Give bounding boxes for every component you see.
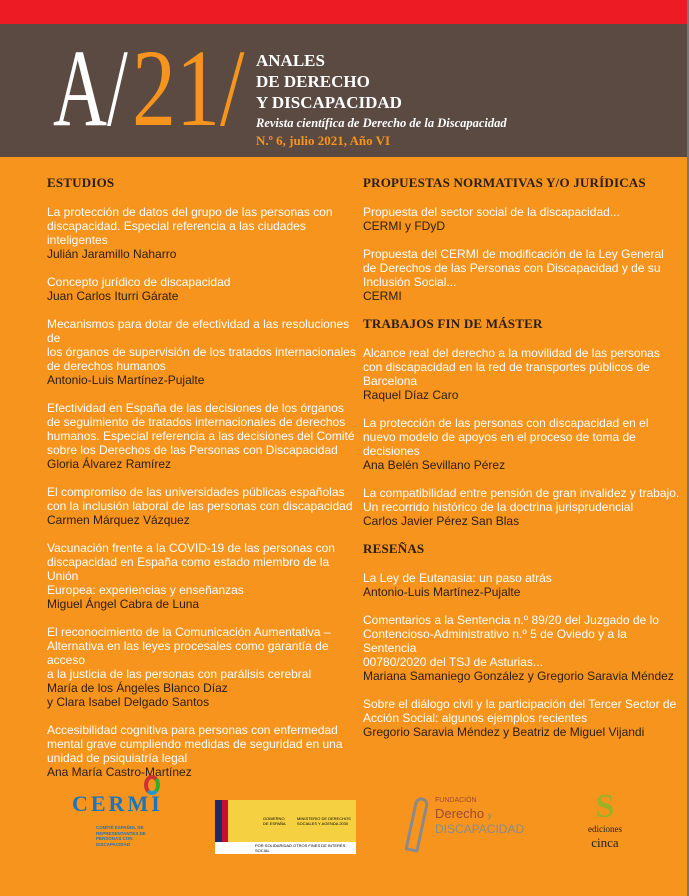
article-author: Ana Belén Sevillano Pérez [363,458,506,472]
section-heading: ESTUDIOS [47,175,115,190]
fundacion-main [435,806,492,823]
issue-info: N.º 6, julio 2021, Año VI [256,133,391,148]
ministerio-text: MINISTERIO DE DERECHOS SOCIALES Y AGENDA 2030 [297,816,351,826]
top-red-band [0,0,689,24]
article-author: CERMI [363,289,402,303]
article-entry[interactable] [363,613,683,683]
left-column [47,176,357,793]
article-entry[interactable] [47,275,357,303]
title-line: Y DISCAPACIDAD [256,93,402,112]
ediciones-text: ediciones [588,824,622,834]
article-title[interactable]: Concepto jurídico de discapacidad [47,275,231,289]
gobierno-text: GOBIERNO DE ESPAÑA [263,816,286,826]
title-line: DE DERECHO [256,72,370,91]
article-title[interactable]: Propuesta del CERMI de modificación de la Ley General de Derechos de las Personas con Discapacidad y de su Inclusión Social... [363,247,664,289]
ribbon-icon [404,796,429,853]
article-title[interactable]: Efectividad en España de las decisiones de los órganos de seguimiento de tratados internacionales de derechos humanos. Especial referencia a las decisiones del Comité sobre los Derechos de las Personas con Discapacidad [47,401,355,457]
article-entry[interactable] [363,346,683,402]
cermi-subtitle: COMITÉ ESPAÑOL DE REPRESENTANTES DE PERSONAS CON DISCAPACIDAD [96,825,146,847]
article-author: Carlos Javier Pérez San Blas [363,514,520,528]
article-entry[interactable] [47,485,357,527]
article-author: Julián Jaramillo Naharro [47,247,177,261]
article-author: Carmen Márquez Vázquez [47,513,190,527]
article-entry[interactable] [47,723,357,779]
article-title[interactable]: Propuesta del sector social de la discapacidad... [363,205,620,219]
article-entry[interactable] [363,571,683,599]
article-author: CERMI y FDyD [363,219,445,233]
derecho-text: Derecho [435,806,485,821]
logo-number: 21/ [132,27,245,149]
article-author: Raquel Díaz Caro [363,388,459,402]
article-entry[interactable] [363,486,683,528]
article-title[interactable]: Sobre el diálogo civil y la participación del Tercer Sector de Acción Social: algunos ejemplos recientes [363,697,677,725]
section-heading: RESEÑAS [363,541,425,556]
article-author: Mariana Samaniego González y Gregorio Saravia Méndez [363,669,674,683]
cinca-logo [585,790,625,850]
article-title[interactable]: La protección de las personas con discapacidad en el nuevo modelo de apoyos en el proceso de toma de decisiones [363,416,649,458]
article-title[interactable]: Comentarios a la Sentencia n.º 89/20 del Juzgado de lo Contencioso-Administrativo n.º 5 de Oviedo y a la Sentencia 00780/2020 del TSJ de Asturias... [363,613,659,669]
solidaridad-text: POR SOLIDARIDAD OTROS FINES DE INTERÉS SOCIAL [215,842,356,854]
article-author: María de los Ángeles Blanco Díaz y Clara Isabel Delgado Santos [47,681,228,709]
article-title[interactable]: Vacunación frente a la COVID-19 de las personas con discapacidad en España como estado miembro de la Unión Europea: experiencias y enseñanzas [47,541,335,597]
article-title[interactable]: Accesibilidad cognitiva para personas con enfermedad mental grave cumpliendo medidas de seguridad en una unidad de psiquiatría legal [47,723,343,765]
article-entry[interactable] [47,317,357,387]
gobierno-logo [215,800,356,854]
y-text: y [487,811,492,820]
fundacion-disc: DISCAPACIDAD [435,822,525,836]
article-title[interactable]: La compatibilidad entre pensión de gran invalidez y trabajo. Un recorrido histórico de la doctrina jurisprudencial [363,486,680,514]
s-mark-icon: S [595,788,615,825]
article-author: Juan Carlos Iturri Gárate [47,289,179,303]
article-title[interactable]: La protección de datos del grupo de las personas con discapacidad. Especial referencia a las ciudades inteligentes [47,205,333,247]
article-author: Miguel Ángel Cabra de Luna [47,597,200,611]
article-entry[interactable] [47,541,357,611]
fundacion-small: FUNDACIÓN [435,797,477,804]
article-title[interactable]: Alcance real del derecho a la movilidad de las personas con discapacidad en la red de transportes públicos de Barcelona [363,346,660,388]
article-author: Antonio-Luis Martínez-Pujalte [363,585,521,599]
article-title[interactable]: Mecanismos para dotar de efectividad a las resoluciones de los órganos de supervisión de los tratados internacionales de derechos humanos [47,317,356,373]
section-heading: PROPUESTAS NORMATIVAS Y/O JURÍDICAS [363,175,646,190]
article-author: Antonio-Luis Martínez-Pujalte [47,373,205,387]
article-entry[interactable] [363,205,683,233]
article-entry[interactable] [363,416,683,472]
cinca-text: cinca [591,835,619,850]
right-column [363,176,683,753]
article-entry[interactable] [363,247,683,303]
article-author: Gregorio Saravia Méndez y Beatriz de Miguel Vijandi [363,725,645,739]
logo-letter-a: A/ [53,27,128,149]
article-title[interactable]: El compromiso de las universidades públicas españolas con la inclusión laboral de las personas con discapacidad [47,485,353,513]
article-entry[interactable] [47,401,357,471]
subtitle: Revista científica de Derecho de la Discapacidad [256,116,507,130]
eu-flag-icon [215,800,228,842]
title-line: ANALES [256,51,325,70]
article-entry[interactable] [363,697,683,739]
article-author: Gloria Álvarez Ramírez [47,457,172,471]
article-title[interactable]: El reconocimiento de la Comunicación Aumentativa – Alternativa en las leyes procesales como garantía de acceso a la justicia de las personas con parálisis cerebral [47,625,331,681]
section-heading: TRABAJOS FIN DE MÁSTER [363,316,543,331]
article-author: Ana María Castro-Martínez [47,765,192,779]
article-title[interactable]: La Ley de Eutanasia: un paso atrás [363,571,552,585]
cermi-wordmark: CERMI [72,791,163,816]
journal-title [256,50,402,113]
article-entry[interactable] [47,205,357,261]
article-entry[interactable] [47,625,357,709]
